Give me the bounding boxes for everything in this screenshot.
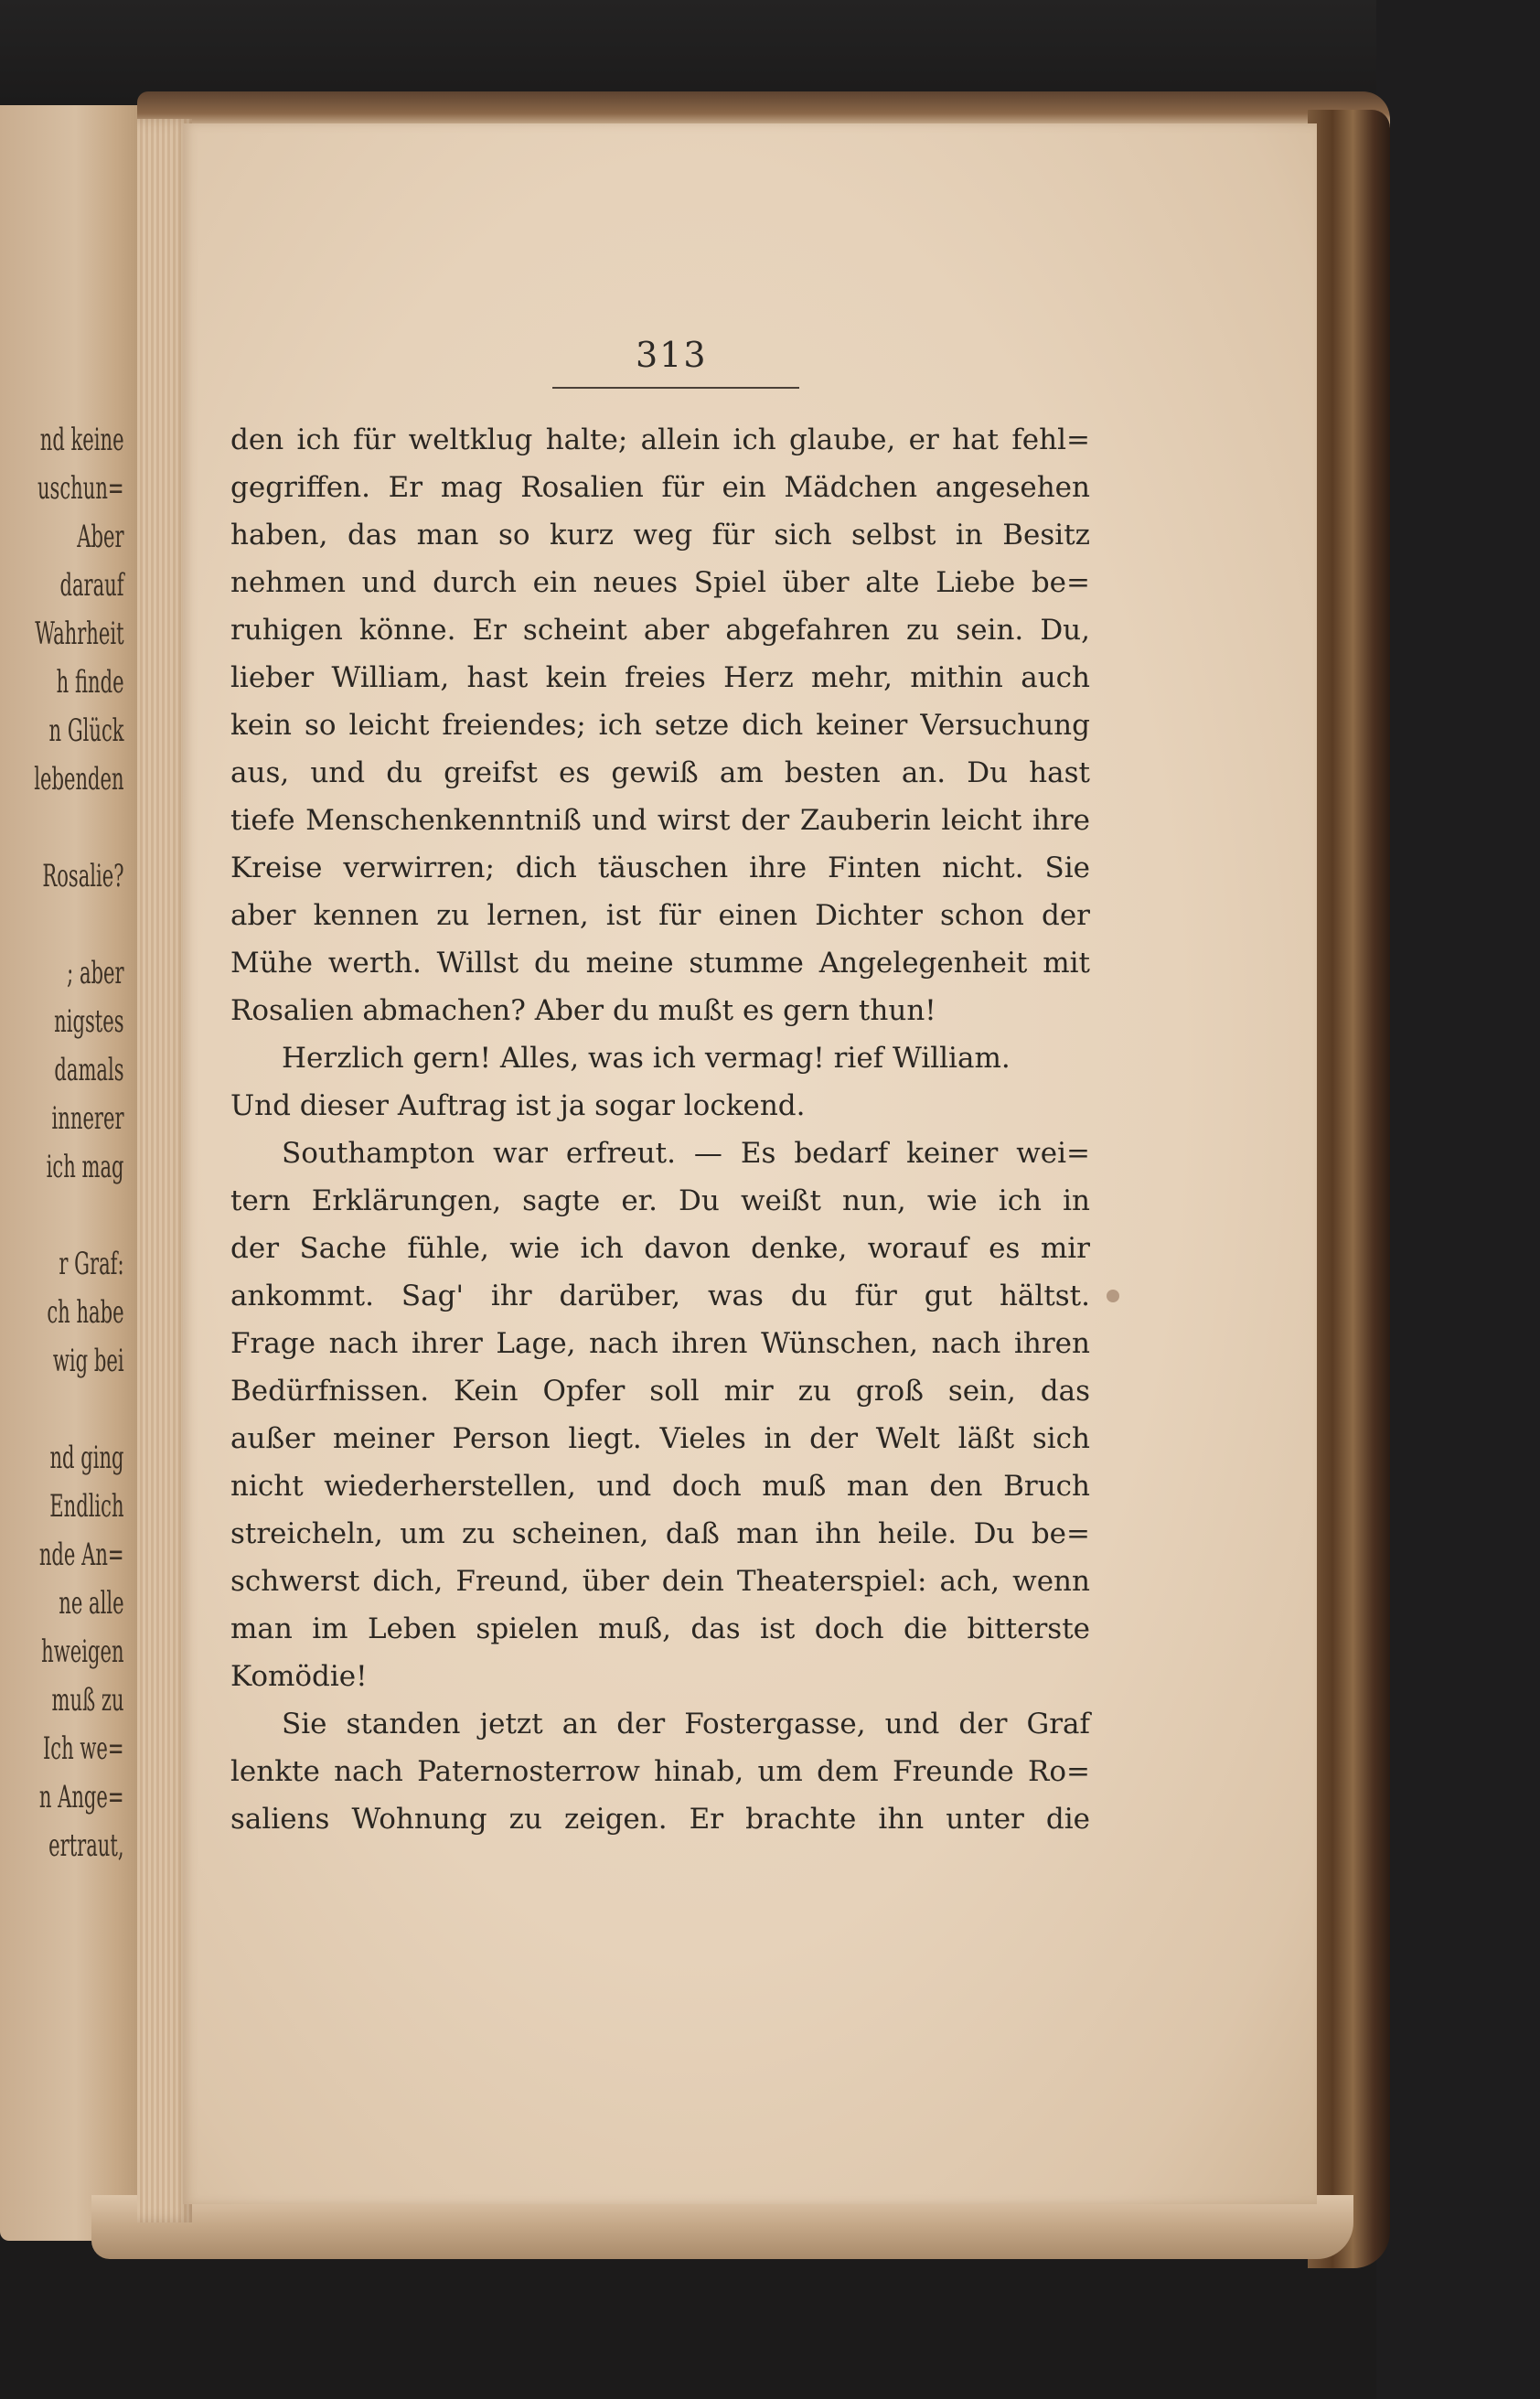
page-number: 313 <box>636 335 708 375</box>
fragment-line: nigstes <box>54 1003 124 1040</box>
text-line: Bedürfnissen. Kein Opfer soll mir zu groß sein, das <box>230 1375 1090 1408</box>
header-rule <box>552 387 799 389</box>
fragment-line: ne alle <box>59 1585 124 1622</box>
text-line: aus, und du greifst es gewiß am besten an. Du hast <box>230 756 1090 789</box>
fragment-line: n Ange= <box>39 1779 125 1815</box>
fragment-line: Ich we= <box>43 1730 124 1767</box>
fragment-line: muß zu <box>51 1682 124 1719</box>
fragment-line: Rosalie? <box>42 858 124 894</box>
fragment-line: hweigen <box>41 1633 125 1670</box>
fragment-line: lebenden <box>34 761 124 798</box>
text-line: Rosalien abmachen? Aber du mußt es gern thun! <box>230 994 936 1027</box>
text-line: haben, das man so kurz weg für sich selbst in Besitz <box>230 519 1090 552</box>
text-line: Herzlich gern! Alles, was ich vermag! rief William. <box>282 1042 1011 1075</box>
text-line: kein so leicht freiendes; ich setze dich keiner Versuchung <box>230 709 1090 742</box>
book-top-edge <box>137 91 1390 128</box>
fragment-line: nde An= <box>39 1537 125 1573</box>
fragment-line: damals <box>54 1052 124 1088</box>
fragment-line: Endlich <box>49 1488 124 1525</box>
fragment-line: ertraut, <box>48 1827 124 1864</box>
text-line: ruhigen könne. Er scheint aber abgefahren zu sein. Du, <box>230 614 1090 647</box>
text-line: Frage nach ihrer Lage, nach ihren Wünschen, nach ihren <box>230 1327 1090 1360</box>
text-line: Sie standen jetzt an der Fostergasse, und der Graf <box>282 1708 1090 1740</box>
fragment-line <box>35 901 124 949</box>
text-line: ankommt. Sag' ihr darüber, was du für gut hältst. <box>230 1280 1090 1312</box>
text-line: nehmen und durch ein neues Spiel über alte Liebe be= <box>230 566 1090 599</box>
fragment-line: h finde <box>57 664 124 701</box>
fragment-line <box>35 804 124 852</box>
text-line: man im Leben spielen muß, das ist doch die bitterste <box>230 1612 1090 1645</box>
text-line: schwerst dich, Freund, über dein Theaterspiel: ach, wenn <box>230 1565 1090 1598</box>
text-line: tern Erklärungen, sagte er. Du weißt nun, wie ich in <box>230 1184 1090 1217</box>
fragment-line: r Graf: <box>59 1246 124 1282</box>
fragment-line: innerer <box>51 1100 124 1137</box>
text-line: Southampton war erfreut. — Es bedarf keiner wei= <box>282 1137 1090 1170</box>
fragment-line <box>35 1192 124 1240</box>
fragment-line: n Glück <box>48 712 124 749</box>
fragment-line: uschun= <box>37 470 124 507</box>
text-line: der Sache fühle, wie ich davon denke, worauf es mir <box>230 1232 1090 1265</box>
fragment-line: ich mag <box>47 1149 125 1185</box>
text-line: streicheln, um zu scheinen, daß man ihn heile. Du be= <box>230 1517 1090 1550</box>
fragment-line: Wahrheit <box>35 616 125 652</box>
text-line: lieber William, hast kein freies Herz mehr, mithin auch <box>230 661 1090 694</box>
backdrop-right <box>1376 0 1540 2399</box>
fragment-line: wig bei <box>53 1343 124 1379</box>
page-body <box>230 416 1090 1843</box>
text-line: Mühe werth. Willst du meine stumme Angelegenheit mit <box>230 947 1090 980</box>
fragment-line: nd keine <box>40 422 124 458</box>
fragment-line: Aber <box>77 519 124 555</box>
fragment-line: ; aber <box>67 955 124 991</box>
ink-spot <box>1107 1290 1119 1302</box>
previous-page-text <box>35 416 124 1870</box>
fragment-line: nd ging <box>49 1440 124 1476</box>
text-line: Komödie! <box>230 1660 368 1693</box>
fragment-line: ch habe <box>47 1294 124 1331</box>
text-line: den ich für weltklug halte; allein ich glaube, er hat fehl= <box>230 423 1090 456</box>
text-line: Und dieser Auftrag ist ja sogar lockend. <box>230 1089 806 1122</box>
text-line: aber kennen zu lernen, ist für einen Dichter schon der <box>230 899 1090 932</box>
fragment-line <box>35 1386 124 1434</box>
text-line: saliens Wohnung zu zeigen. Er brachte ihn unter die <box>230 1803 1090 1836</box>
text-line: Kreise verwirren; dich täuschen ihre Finten nicht. Sie <box>230 851 1090 884</box>
book-bottom-edge <box>91 2195 1353 2259</box>
previous-page <box>0 105 137 2241</box>
text-line: außer meiner Person liegt. Vieles in der Welt läßt sich <box>230 1422 1090 1455</box>
text-line: gegriffen. Er mag Rosalien für ein Mädchen angesehen <box>230 471 1090 504</box>
book-cover-edge <box>1308 110 1390 2268</box>
text-line: lenkte nach Paternosterrow hinab, um dem Freunde Ro= <box>230 1755 1090 1788</box>
fragment-line: darauf <box>59 567 124 604</box>
text-line: nicht wiederherstellen, und doch muß man den Bruch <box>230 1470 1090 1503</box>
text-line: tiefe Menschenkenntniß und wirst der Zauberin leicht ihre <box>230 804 1090 837</box>
